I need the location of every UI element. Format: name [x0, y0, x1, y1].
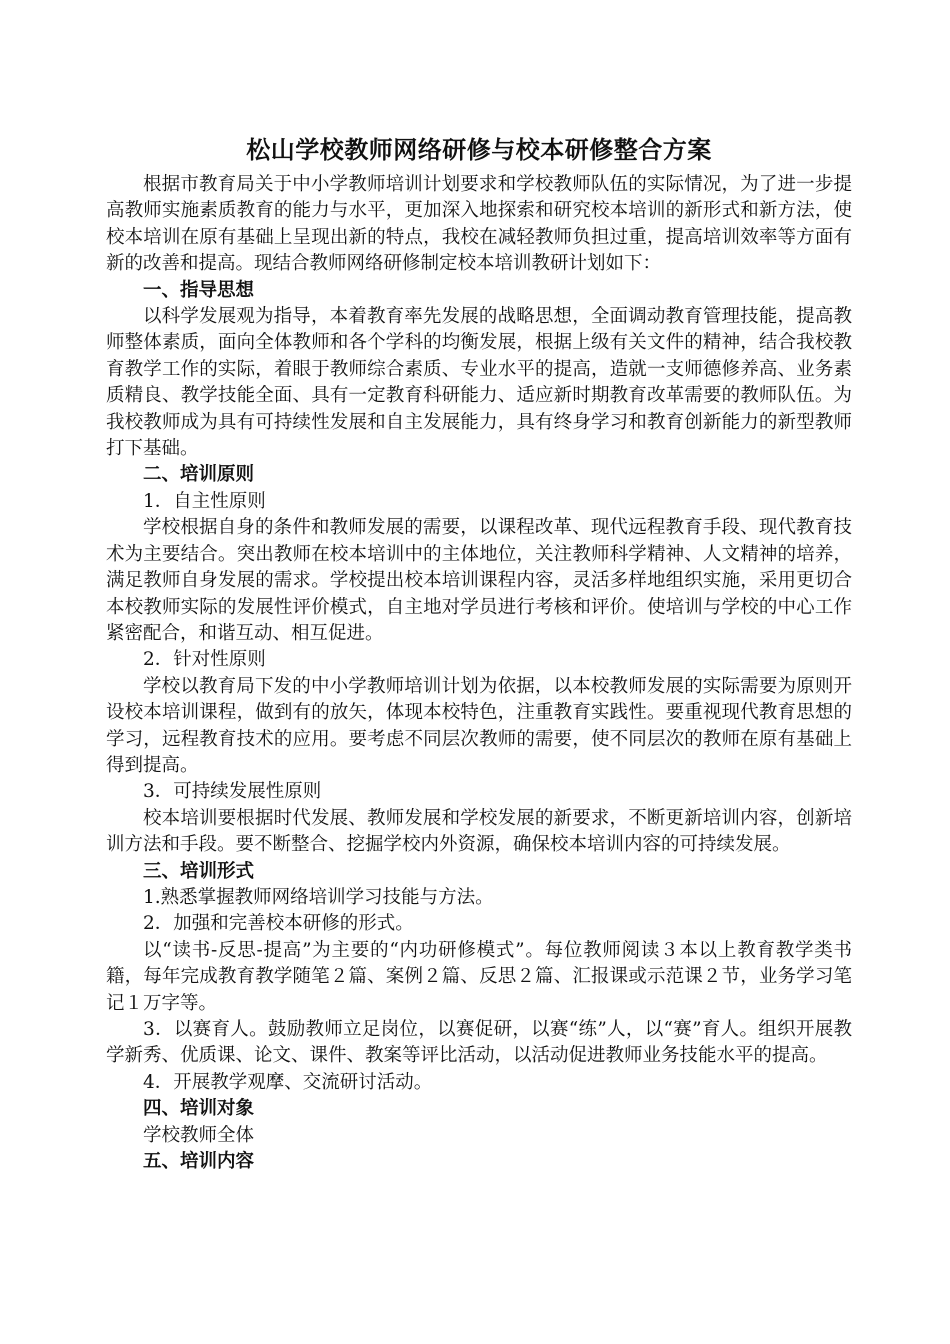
guiding-ideology-paragraph: 以科学发展观为指导，本着教育率先发展的战略思想，全面调动教育管理技能，提高教师整体素质，面向全体教师和各个学科的均衡发展，根据上级有关文件的精神，结合我校教育教学工作的实际，着眼于教师综合素质、专业水平的提高，造就一支师德修养高、业务素质精良、教学技能全面、具有一定教育科研能力、适应新时期教育改革需要的教师队伍。为我校教师成为具有可持续性发展和自主发展能力，具有终身学习和教育创新能力的新型教师打下基础。 — [106, 306, 852, 460]
principle-2-title: 2．针对性原则 — [143, 649, 266, 671]
section-heading-training-principles: 二、培训原则 — [143, 464, 255, 486]
section-heading-training-targets: 四、培训对象 — [143, 1098, 255, 1120]
principle-1-title: 1．自主性原则 — [143, 490, 266, 512]
form-1-line: 1.熟悉掌握教师网络培训学习技能与方法。 — [143, 886, 494, 908]
principle-3-paragraph: 校本培训要根据时代发展、教师发展和学校发展的新要求，不断更新培训内容，创新培训方法和手段。要不断整合、挖掘学校内外资源，确保校本培训内容的可持续发展。 — [106, 807, 852, 856]
section-heading-guiding-ideology: 一、指导思想 — [143, 279, 255, 301]
principle-1-paragraph: 学校根据自身的条件和教师发展的需要，以课程改革、现代远程教育手段、现代教育技术为主要结合。突出教师在校本培训中的主体地位，关注教师科学精神、人文精神的培养，满足教师自身发展的需求。学校提出校本培训课程内容，灵活多样地组织实施，采用更切合本校教师实际的发展性评价模式，自主地对学员进行考核和评价。使培训与学校的中心工作紧密配合，和谐互动、相互促进。 — [106, 517, 852, 644]
form-3-paragraph: 3．以赛育人。鼓励教师立足岗位，以赛促研，以赛“练”人，以“赛”育人。组织开展教学新秀、优质课、论文、课件、教案等评比活动，以活动促进教师业务技能水平的提高。 — [106, 1019, 852, 1067]
form-2-paragraph: 以“读书-反思-提高”为主要的“内功研修模式”。每位教师阅读３本以上教育教学类书籍，每年完成教育教学随笔２篇、案例２篇、反思２篇、汇报课或示范课２节，业务学习笔记１万字等。 — [106, 939, 852, 1014]
document-page — [106, 128, 852, 1175]
principle-2-paragraph: 学校以教育局下发的中小学教师培训计划为依据，以本校教师发展的实际需要为原则开设校本培训课程，做到有的放矢，体现本校特色，注重教育实践性。要重视现代教育思想的学习，远程教育技术的应用。要考虑不同层次教师的需要，使不同层次的教师在原有基础上得到提高。 — [106, 675, 852, 776]
intro-paragraph: 根据市教育局关于中小学教师培训计划要求和学校教师队伍的实际情况，为了进一步提高教师实施素质教育的能力与水平，更加深入地探索和研究校本培训的新形式和新方法，使校本培训在原有基础上呈现出新的特点，我校在减轻教师负担过重，提高培训效率等方面有新的改善和提高。现结合教师网络研修制定校本培训教研计划如下： — [106, 174, 852, 275]
section-heading-training-forms: 三、培训形式 — [143, 860, 255, 882]
document-title: 松山学校教师网络研修与校本研修整合方案 — [246, 135, 712, 164]
section-heading-training-content: 五、培训内容 — [143, 1151, 255, 1173]
form-4-line: 4．开展教学观摩、交流研讨活动。 — [143, 1071, 433, 1093]
principle-3-title: 3．可持续发展性原则 — [143, 781, 322, 803]
training-targets-text: 学校教师全体 — [143, 1124, 255, 1146]
form-2-title: 2．加强和完善校本研修的形式。 — [143, 913, 414, 935]
